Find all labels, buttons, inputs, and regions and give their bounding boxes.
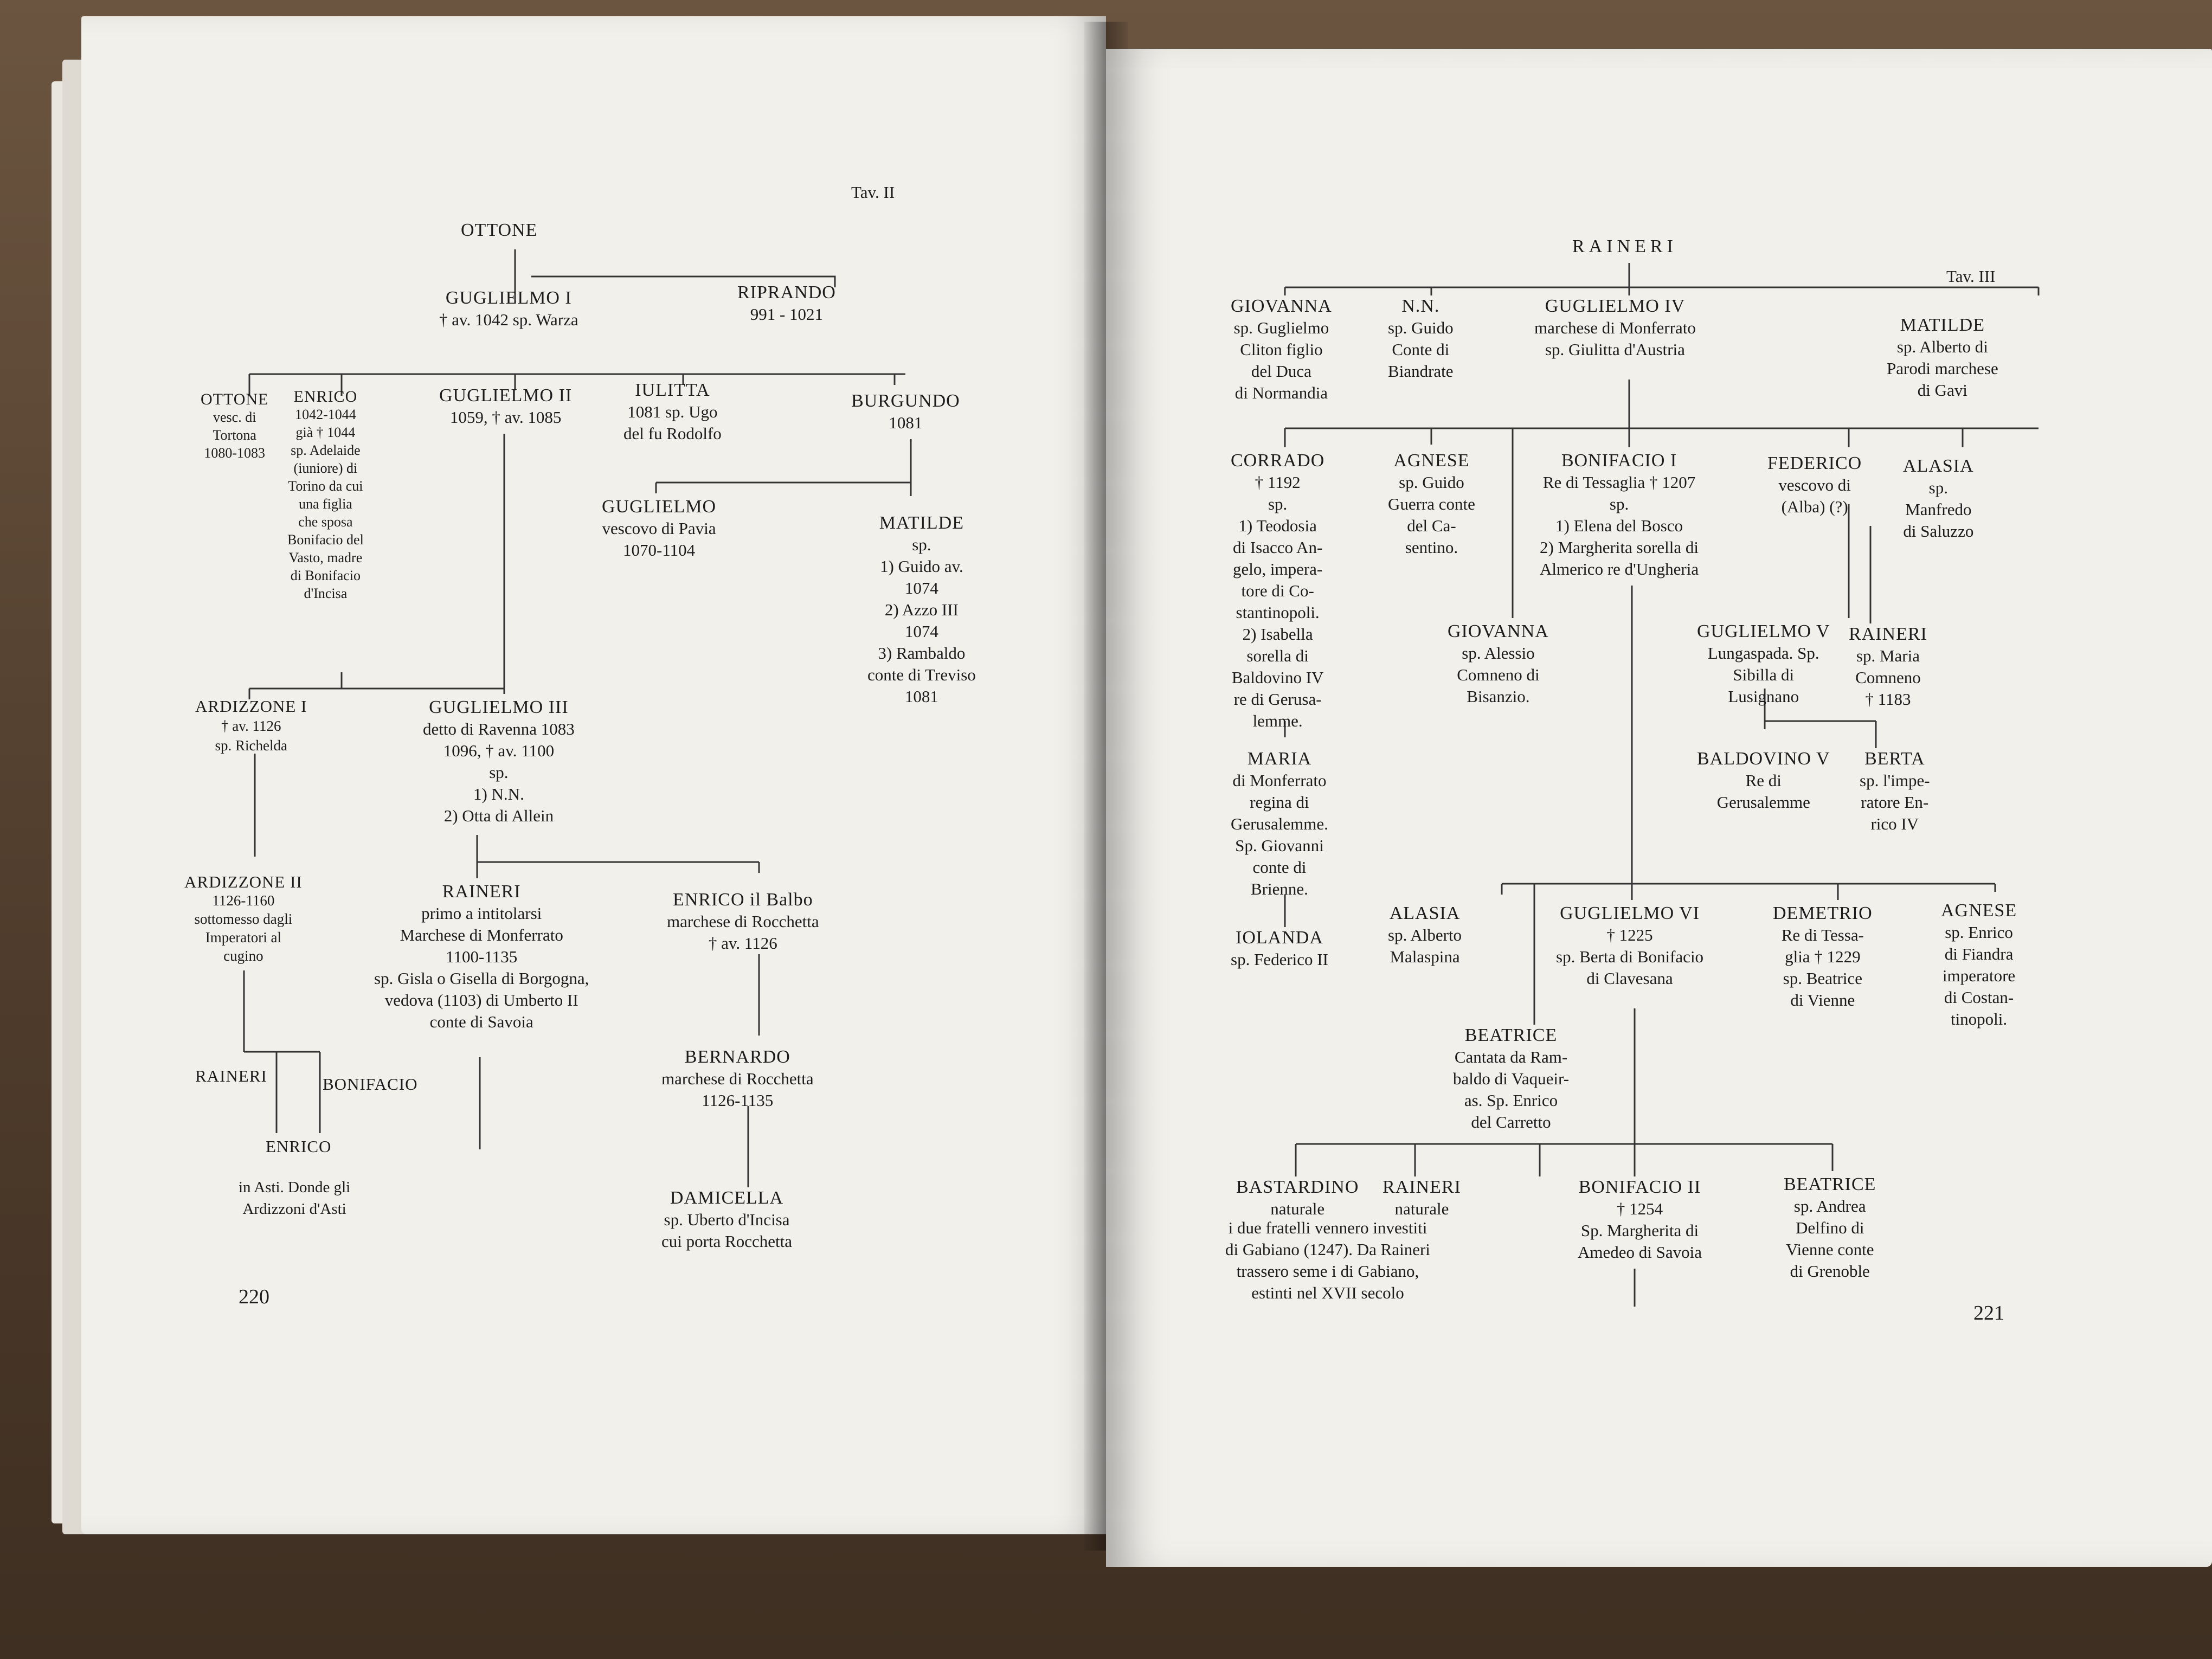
node-raineri-small: RAINERI <box>195 1066 267 1085</box>
node-nn: N.N. sp. Guido Conte di Biandrate <box>1388 296 1454 381</box>
node-guglielmo-iii: GUGLIELMO III detto di Ravenna 1083 1096, † av. 1100 sp. 1) N.N. 2) Otta di Allein <box>423 697 575 825</box>
node-beatrice-grenoble: BEATRICE sp. Andrea Delfino di Vienne conte di Grenoble <box>1784 1174 1876 1281</box>
node-maria: MARIA di Monferrato regina di Gerusalemme. Sp. Giovanni conte di Brienne. <box>1231 749 1328 898</box>
page-number: 221 <box>1973 1302 2004 1324</box>
node-bonifacio-small: BONIFACIO <box>323 1075 418 1094</box>
node-raineri-marchese: RAINERI primo a intitolarsi Marchese di Monferrato 1100-1135 sp. Gisla o Gisella di Borgogna, vedova (1103) di Umberto II conte di Savoia <box>374 882 589 1031</box>
node-enrico-small: ENRICO <box>266 1137 332 1156</box>
node-note-asti: in Asti. Donde gli Ardizzoni d'Asti <box>239 1179 351 1218</box>
node-iulitta: IULITTA 1081 sp. Ugo del fu Rodolfo <box>623 380 722 443</box>
node-corrado: CORRADO † 1192 sp. 1) Teodosia di Isacco An- gelo, impera- tore di Co- stantinopoli. 2) Isabella sorella di Baldovino IV re di Gerusa- lemme. <box>1231 451 1325 730</box>
node-ottone-vescovo: OTTONE vesc. di Tortona 1080-1083 <box>201 390 269 461</box>
node-beatrice-carretto: BEATRICE Cantata da Ram- baldo di Vaqueir- as. Sp. Enrico del Carretto <box>1453 1025 1570 1131</box>
node-giovanna-cliton: GIOVANNA sp. Guglielmo Cliton figlio del Duca di Normandia <box>1231 296 1332 402</box>
right-page <box>1106 49 2212 1567</box>
page-number: 220 <box>239 1285 269 1308</box>
table-label: Tav. III <box>1946 267 1996 286</box>
node-note-gabiano: i due fratelli vennero investiti di Gabiano (1247). Da Raineri trassero seme i di Gabiano, estinti nel XVII secolo <box>1225 1218 1430 1302</box>
node-bernardo: BERNARDO marchese di Rocchetta 1126-1135 <box>661 1047 814 1110</box>
node-raineri-root: RAINERI <box>1572 236 1677 256</box>
node-enrico-il-balbo: ENRICO il Balbo marchese di Rocchetta † av. 1126 <box>667 890 819 953</box>
node-damicella: DAMICELLA sp. Uberto d'Incisa cui porta Rocchetta <box>661 1188 793 1251</box>
node-bonifacio-i: BONIFACIO I Re di Tessaglia † 1207 sp. 1) Elena del Bosco 2) Margherita sorella di Almerico re d'Ungheria <box>1540 451 1699 578</box>
node-iolanda: IOLANDA sp. Federico II <box>1231 928 1328 969</box>
node-ottone: OTTONE <box>461 220 538 240</box>
node-bastardino: BASTARDINO naturale <box>1236 1177 1359 1218</box>
node-guglielmo-vi: GUGLIELMO VI † 1225 sp. Berta di Bonifacio di Clavesana <box>1556 903 1704 988</box>
node-raineri-comneno: RAINERI sp. Maria Comneno † 1183 <box>1849 624 1927 709</box>
node-federico: FEDERICO vescovo di (Alba) (?) <box>1767 453 1862 516</box>
node-guglielmo-v: GUGLIELMO V Lungaspada. Sp. Sibilla di Lusignano <box>1697 621 1830 706</box>
node-bonifacio-ii: BONIFACIO II † 1254 Sp. Margherita di Amedeo di Savoia <box>1578 1177 1702 1262</box>
node-guglielmo-ii: GUGLIELMO II 1059, † av. 1085 <box>439 385 573 427</box>
node-guglielmo-iv: GUGLIELMO IV marchese di Monferrato sp. Giulitta d'Austria <box>1534 296 1696 359</box>
node-alasia-saluzzo: ALASIA sp. Manfredo di Saluzzo <box>1903 456 1974 541</box>
node-enrico: ENRICO 1042-1044 già † 1044 sp. Adelaide (iuniore) di Torino da cui una figlia che sposa Bonifacio del Vasto, madre di Bonifacio d'Incisa <box>287 388 364 601</box>
node-matilde-gavi: MATILDE sp. Alberto di Parodi marchese di Gavi <box>1887 315 1998 400</box>
node-baldovino-v: BALDOVINO V Re di Gerusalemme <box>1697 749 1830 812</box>
node-matilde: MATILDE sp. 1) Guido av. 1074 2) Azzo III 1074 3) Rambaldo conte di Treviso 1081 <box>867 513 976 706</box>
node-giovanna-comneno: GIOVANNA sp. Alessio Comneno di Bisanzio. <box>1448 621 1549 706</box>
node-agnese-fiandra: AGNESE sp. Enrico di Fiandra imperatore di Costan- tinopoli. <box>1941 901 2017 1028</box>
node-demetrio: DEMETRIO Re di Tessa- glia † 1229 sp. Beatrice di Vienne <box>1773 903 1873 1009</box>
node-guglielmo-vescovo: GUGLIELMO vescovo di Pavia 1070-1104 <box>602 497 717 560</box>
table-label: Tav. II <box>851 183 895 202</box>
node-berta: BERTA sp. l'impe- ratore En- rico IV <box>1860 749 1930 833</box>
node-alasia-malaspina: ALASIA sp. Alberto Malaspina <box>1388 903 1462 966</box>
node-burgundo: BURGUNDO 1081 <box>851 391 960 432</box>
node-ardizzone-i: ARDIZZONE I † av. 1126 sp. Richelda <box>195 697 307 754</box>
node-raineri-naturale: RAINERI naturale <box>1382 1177 1461 1218</box>
node-guglielmo-i: GUGLIELMO I † av. 1042 sp. Warza <box>439 288 578 329</box>
left-tree-lines <box>81 16 1106 1534</box>
node-riprando: RIPRANDO 991 - 1021 <box>737 282 836 324</box>
left-page <box>81 16 1106 1534</box>
node-agnese-guerra: AGNESE sp. Guido Guerra conte del Ca- sentino. <box>1388 451 1475 557</box>
node-ardizzone-ii: ARDIZZONE II 1126-1160 sottomesso dagli Imperatori al cugino <box>184 872 303 964</box>
